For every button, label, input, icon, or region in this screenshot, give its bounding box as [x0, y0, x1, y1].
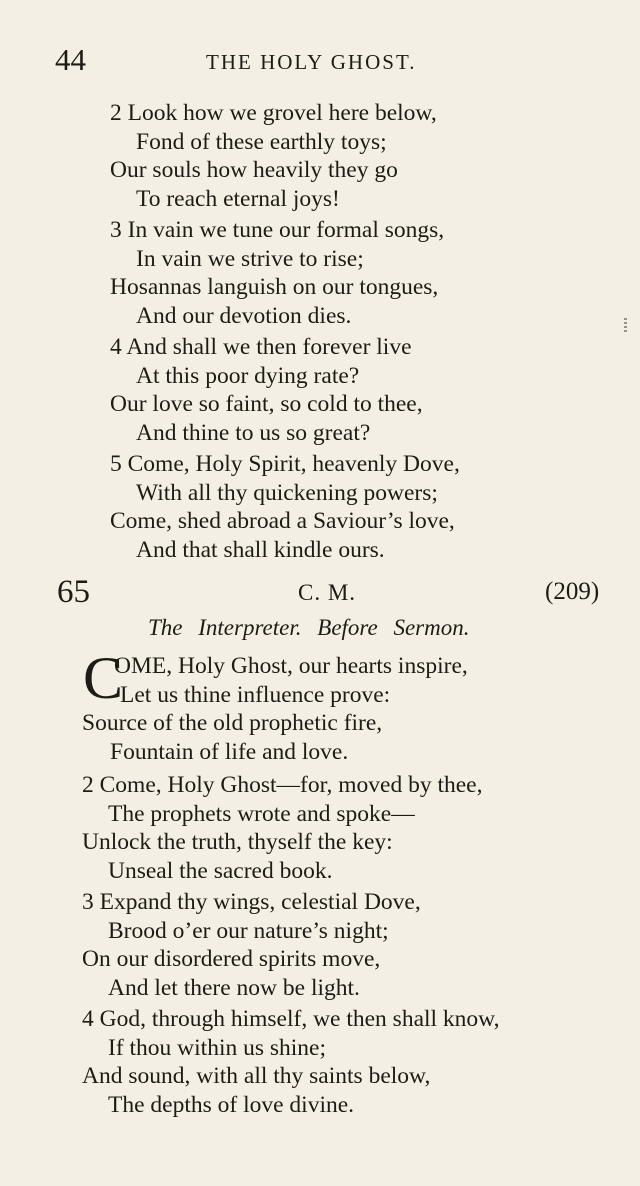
- verse-line: In vain we tune our formal songs,: [127, 217, 445, 243]
- stanza-number: 2: [82, 772, 94, 798]
- running-title: THE HOLY GHOST.: [206, 50, 417, 74]
- page-number: 44: [55, 42, 86, 77]
- tune-reference: (209): [545, 578, 600, 605]
- verse-line: Our souls how heavily they go: [110, 157, 398, 183]
- verse-line: God, through himself, we then shall know,: [99, 1006, 500, 1032]
- verse-line: Let us thine influence prove:: [120, 681, 391, 708]
- margin-speck: [624, 318, 627, 332]
- verse-line: Unlock the truth, thyself the key:: [82, 829, 393, 855]
- verse-line: Come, Holy Ghost—for, moved by thee,: [99, 772, 483, 798]
- stanza-number: 3: [82, 889, 94, 915]
- verse-line: With all thy quickening powers;: [136, 479, 438, 506]
- verse-line: And shall we then forever live: [126, 334, 412, 360]
- verse-line: Fountain of life and love.: [110, 738, 349, 765]
- verse-line: Fond of these earthly toys;: [136, 128, 387, 155]
- prev-hymn-stanza-4: [110, 333, 423, 447]
- verse-line: And let there now be light.: [108, 974, 360, 1001]
- hymn-number: 65: [57, 574, 90, 610]
- stanza-number: 4: [82, 1006, 94, 1032]
- verse-line: And our devotion dies.: [136, 302, 352, 329]
- prev-hymn-stanza-2: [110, 99, 437, 213]
- stanza-number: 4: [110, 334, 122, 360]
- stanza-number: 2: [110, 100, 122, 126]
- stanza-number: 5: [110, 451, 122, 477]
- hymn-stanza-1: [82, 645, 468, 766]
- verse-line: Unseal the sacred book.: [108, 857, 333, 884]
- verse-line: Come, Holy Spirit, heavenly Dove,: [127, 451, 460, 477]
- verse-line: And sound, with all thy saints below,: [82, 1063, 431, 1089]
- verse-line: The prophets wrote and spoke—: [108, 800, 415, 827]
- prev-hymn-stanza-5: [110, 450, 460, 564]
- verse-line: Look how we grovel here below,: [127, 100, 437, 126]
- hymn-subtitle: The Interpreter. Before Sermon.: [148, 615, 470, 640]
- verse-line: And that shall kindle ours.: [136, 536, 385, 563]
- verse-line: To reach eternal joys!: [136, 185, 340, 212]
- stanza-number: 3: [110, 217, 122, 243]
- hymn-stanza-2: [82, 771, 482, 885]
- hymn-stanza-3: [82, 888, 421, 1002]
- verse-line: The depths of love divine.: [108, 1091, 355, 1118]
- verse-line: Come, shed abroad a Saviour’s love,: [110, 508, 455, 534]
- hymn-meter: C. M.: [298, 580, 357, 605]
- verse-line: In vain we strive to rise;: [136, 245, 364, 272]
- verse-line: Our love so faint, so cold to thee,: [110, 391, 423, 417]
- verse-line: If thou within us shine;: [108, 1034, 327, 1061]
- verse-line: On our disordered spirits move,: [82, 946, 381, 972]
- verse-line: Hosannas languish on our tongues,: [110, 274, 439, 300]
- hymn-stanza-4: [82, 1005, 500, 1119]
- drop-cap: C: [83, 645, 124, 711]
- verse-line: Source of the old prophetic fire,: [82, 710, 383, 736]
- verse-line: OME, Holy Ghost, our hearts inspire,: [114, 653, 468, 679]
- verse-line: Expand thy wings, celestial Dove,: [99, 889, 421, 915]
- verse-line: Brood o’er our nature’s night;: [108, 917, 389, 944]
- prev-hymn-stanza-3: [110, 216, 444, 330]
- verse-line: At this poor dying rate?: [136, 362, 360, 389]
- verse-line: And thine to us so great?: [136, 419, 371, 446]
